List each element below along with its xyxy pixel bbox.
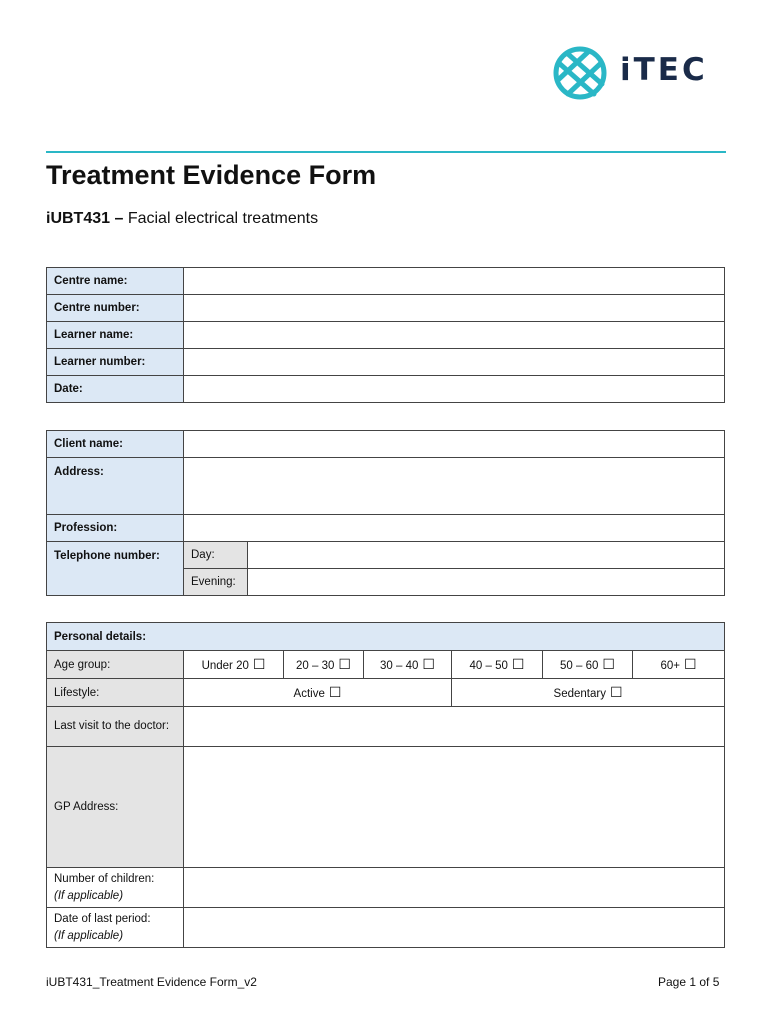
table-row — [47, 679, 725, 707]
age-option-20-30[interactable] — [284, 651, 364, 679]
last-period-label: Date of last period: — [54, 912, 151, 925]
client-name-field[interactable] — [184, 431, 725, 458]
checkbox-icon[interactable]: ☐ — [328, 684, 342, 700]
age-option-30-40[interactable] — [364, 651, 452, 679]
profession-label: Profession: — [47, 515, 184, 542]
table-row — [47, 349, 725, 376]
children-label: Number of children: — [54, 872, 155, 885]
lifestyle-option-sedentary[interactable] — [452, 679, 725, 707]
table-row — [47, 458, 725, 515]
centre-name-label: Centre name: — [47, 268, 184, 295]
age-option-label: 30 – 40 — [380, 660, 419, 672]
date-field[interactable] — [184, 376, 725, 403]
footer-page-number: Page 1 of 5 — [658, 975, 720, 989]
checkbox-icon[interactable]: ☐ — [252, 656, 266, 672]
centre-number-field[interactable] — [184, 295, 725, 322]
lifestyle-label: Lifestyle: — [47, 679, 184, 707]
table-row — [47, 376, 725, 403]
age-option-40-50[interactable] — [452, 651, 543, 679]
age-option-60-plus[interactable] — [633, 651, 725, 679]
table-row — [47, 268, 725, 295]
checkbox-icon[interactable]: ☐ — [422, 656, 435, 672]
age-option-under-20[interactable] — [184, 651, 284, 679]
profession-field[interactable] — [184, 515, 725, 542]
telephone-label: Telephone number: — [47, 542, 184, 596]
table-row — [47, 707, 725, 747]
table-row — [47, 651, 725, 679]
personal-details-table — [46, 622, 725, 948]
table-row — [47, 431, 725, 458]
children-field[interactable] — [184, 868, 725, 908]
personal-details-heading: Personal details: — [47, 623, 725, 651]
lifestyle-option-active[interactable] — [184, 679, 452, 707]
date-label: Date: — [47, 376, 184, 403]
header-rule — [46, 151, 726, 153]
lifestyle-option-label: Active — [293, 688, 325, 700]
last-period-field[interactable] — [184, 908, 725, 948]
age-option-label: 50 – 60 — [560, 660, 599, 672]
learner-number-label: Learner number: — [47, 349, 184, 376]
day-phone-field[interactable] — [248, 542, 725, 569]
last-period-note: (If applicable) — [54, 929, 124, 942]
table-row — [47, 515, 725, 542]
centre-number-label: Centre number: — [47, 295, 184, 322]
last-period-label-cell — [47, 908, 184, 948]
page-title: Treatment Evidence Form — [46, 160, 377, 190]
evening-label: Evening: — [184, 569, 248, 596]
address-field[interactable] — [184, 458, 725, 515]
itec-logo-mark — [556, 49, 604, 97]
children-label-cell — [47, 868, 184, 908]
checkbox-icon[interactable]: ☐ — [609, 684, 623, 700]
children-note: (If applicable) — [54, 889, 124, 902]
checkbox-icon[interactable]: ☐ — [684, 656, 697, 672]
day-label: Day: — [184, 542, 248, 569]
checkbox-icon[interactable]: ☐ — [511, 656, 525, 672]
age-group-label: Age group: — [47, 651, 184, 679]
centre-table — [46, 267, 725, 403]
table-row — [47, 295, 725, 322]
learner-number-field[interactable] — [184, 349, 725, 376]
age-option-label: 60+ — [660, 660, 681, 672]
client-name-label: Client name: — [47, 431, 184, 458]
address-label: Address: — [47, 458, 184, 515]
age-option-label: Under 20 — [201, 660, 249, 672]
learner-name-label: Learner name: — [47, 322, 184, 349]
unit-name: Facial electrical treatments — [127, 210, 319, 227]
table-row — [47, 542, 725, 569]
last-visit-label: Last visit to the doctor: — [47, 707, 184, 747]
unit-code: iUBT431 – — [46, 210, 124, 227]
gp-address-label: GP Address: — [47, 747, 184, 868]
age-option-label: 20 – 30 — [296, 660, 335, 672]
footer-document-name: iUBT431_Treatment Evidence Form_v2 — [46, 975, 257, 989]
checkbox-icon[interactable]: ☐ — [602, 656, 615, 672]
client-table — [46, 430, 725, 596]
evening-phone-field[interactable] — [248, 569, 725, 596]
page-subtitle — [46, 210, 318, 228]
lifestyle-option-label: Sedentary — [553, 688, 606, 700]
learner-name-field[interactable] — [184, 322, 725, 349]
table-row — [47, 623, 725, 651]
table-row — [47, 747, 725, 868]
gp-address-field[interactable] — [184, 747, 725, 868]
last-visit-field[interactable] — [184, 707, 725, 747]
centre-name-field[interactable] — [184, 268, 725, 295]
table-row — [47, 322, 725, 349]
table-row — [47, 868, 725, 908]
table-row — [47, 908, 725, 948]
logo-text: iTEC — [620, 52, 708, 88]
age-option-50-60[interactable] — [543, 651, 633, 679]
age-option-label: 40 – 50 — [469, 660, 508, 672]
checkbox-icon[interactable]: ☐ — [338, 656, 351, 672]
